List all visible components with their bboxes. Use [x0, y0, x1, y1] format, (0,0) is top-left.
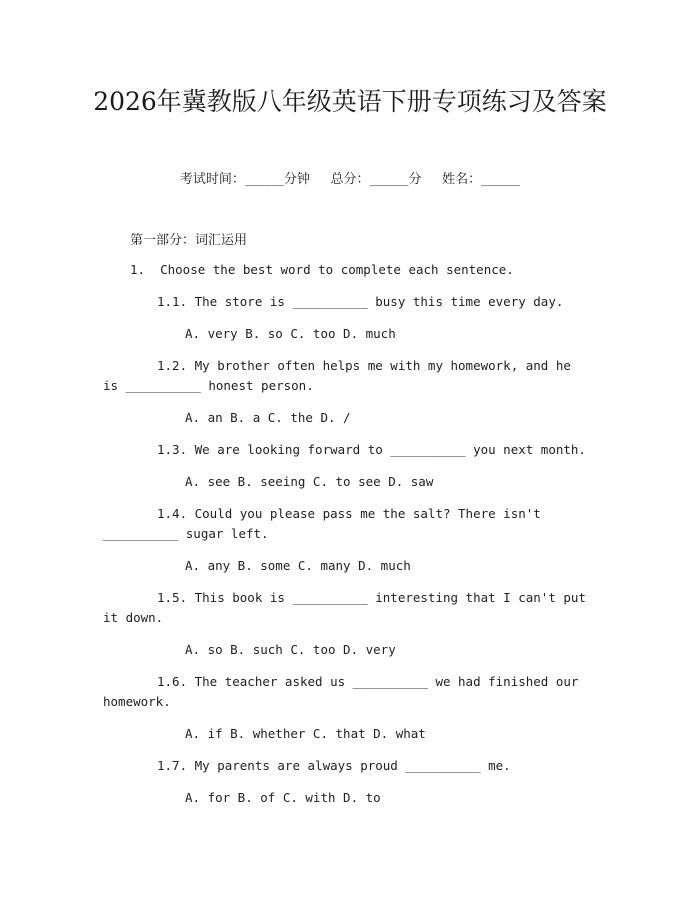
question-item-options: A. for B. of C. with D. to — [185, 790, 381, 805]
question-item-stem: 1.4. Could you please pass me the salt? There isn't __________ sugar left. — [103, 506, 549, 541]
question-item-options: A. very B. so C. too D. much — [185, 326, 396, 341]
section-heading: 第一部分：词汇运用 — [130, 233, 248, 248]
question-item-stem: 1.5. This book is __________ interesting that I can't put it down. — [103, 590, 594, 625]
question-item-options: A. see B. seeing C. to see D. saw — [185, 474, 434, 489]
question-item-options: A. so B. such C. too D. very — [185, 642, 396, 657]
question-item-options: A. any B. some C. many D. much — [185, 558, 411, 573]
question-item-stem: 1.1. The store is __________ busy this time every day. — [157, 294, 564, 309]
question-instruction: 1. Choose the best word to complete each sentence. — [130, 262, 514, 277]
question-item-stem: 1.2. My brother often helps me with my homework, and he is __________ honest person. — [103, 358, 579, 393]
question-item-stem: 1.3. We are looking forward to __________ you next month. — [157, 442, 586, 457]
question-item-options: A. an B. a C. the D. / — [185, 410, 351, 425]
exam-info: 考试时间：______分钟 总分：______分 姓名：______ — [179, 172, 521, 187]
question-item-options: A. if B. whether C. that D. what — [185, 726, 426, 741]
question-item-stem: 1.7. My parents are always proud __________ me. — [157, 758, 511, 773]
question-item-stem: 1.6. The teacher asked us __________ we had finished our homework. — [103, 674, 586, 709]
page-title: 2026年冀教版八年级英语下册专项练习及答案 — [93, 87, 607, 116]
